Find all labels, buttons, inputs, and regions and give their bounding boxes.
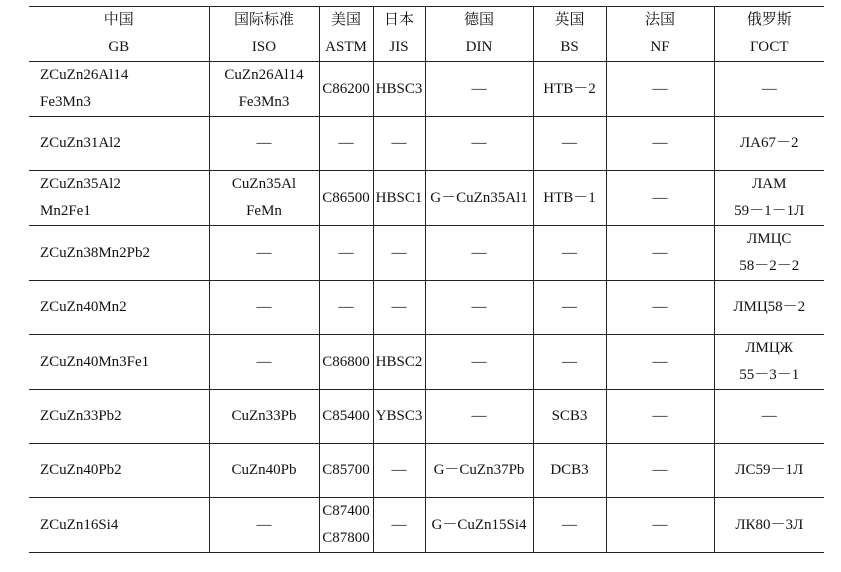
- table-cell: [29, 281, 209, 335]
- cell-text: ЛМЦС: [747, 231, 792, 247]
- table-cell: [606, 226, 714, 281]
- cell-text: 55－3－1: [739, 367, 800, 383]
- column-header-en: ASTM: [319, 34, 373, 62]
- cell-text: —: [256, 299, 272, 315]
- column-header-zh: 日本: [373, 7, 425, 35]
- cell-text: —: [652, 244, 668, 261]
- cell-text: —: [562, 244, 577, 261]
- table-cell: [209, 226, 319, 281]
- table-cell: [533, 62, 606, 117]
- table-cell: [533, 498, 606, 553]
- table-cell: [606, 281, 714, 335]
- cell-text: CuZn40Pb: [231, 462, 297, 478]
- column-header-zh: 英国: [533, 7, 606, 35]
- cell-text: ZCuZn31Al2: [40, 135, 121, 151]
- table-cell: [373, 281, 425, 335]
- table-cell: [714, 117, 824, 171]
- table-cell: [425, 390, 533, 444]
- table-cell: [209, 281, 319, 335]
- header-row-chinese: [29, 7, 824, 35]
- column-header-zh: 国际标准: [209, 7, 319, 35]
- column-header-en: BS: [533, 34, 606, 62]
- table-cell: [319, 390, 373, 444]
- cell-text: C87800: [322, 530, 370, 546]
- table-cell: [425, 444, 533, 498]
- table-cell: [606, 444, 714, 498]
- cell-text: ЛМЦЖ: [745, 340, 794, 356]
- table-cell: [425, 171, 533, 226]
- cell-text: —: [562, 516, 577, 533]
- cell-text: 59－1－1Л: [734, 203, 805, 219]
- table-cell: [714, 171, 824, 226]
- table-cell: [425, 226, 533, 281]
- cell-text: —: [652, 353, 668, 370]
- cell-text: FeMn: [246, 203, 282, 219]
- column-header-en: DIN: [425, 34, 533, 62]
- cell-text: —: [391, 516, 407, 533]
- cell-text: ЛА67－2: [739, 135, 799, 151]
- table-cell: [373, 335, 425, 390]
- cell-text: YBSC3: [375, 408, 423, 424]
- table-row: [29, 335, 824, 390]
- table-cell: [319, 444, 373, 498]
- cell-text: G－CuZn15Si4: [431, 516, 527, 533]
- table-cell: [209, 498, 319, 553]
- table-cell: [714, 62, 824, 117]
- cell-text: —: [761, 80, 777, 97]
- column-header-en: GB: [29, 34, 209, 62]
- table-cell: [425, 281, 533, 335]
- table-cell: [209, 390, 319, 444]
- cell-text: HTB－1: [543, 189, 596, 206]
- cell-text: 58－2－2: [739, 258, 800, 274]
- table-cell: [319, 498, 373, 553]
- table-cell: [209, 335, 319, 390]
- cell-text: —: [652, 462, 668, 478]
- cell-text: SCB3: [551, 408, 588, 424]
- cell-text: G－CuZn35Al1: [430, 189, 528, 206]
- cell-text: CuZn35Al: [231, 176, 297, 192]
- table-cell: [29, 226, 209, 281]
- cell-text: HBSC3: [375, 80, 423, 97]
- cell-text: ZCuZn26Al14: [40, 67, 129, 83]
- column-header-zh: 法国: [606, 7, 714, 35]
- table-cell: [425, 62, 533, 117]
- cell-text: —: [391, 299, 407, 315]
- table-cell: [29, 117, 209, 171]
- cell-text: ZCuZn38Mn2Pb2: [40, 244, 151, 261]
- cell-text: C86500: [322, 189, 370, 206]
- table-cell: [606, 498, 714, 553]
- table-row: [29, 390, 824, 444]
- table-cell: [29, 444, 209, 498]
- cell-text: ZCuZn35Al2: [40, 176, 121, 192]
- cell-text: ZCuZn40Mn3Fe1: [40, 353, 150, 370]
- cell-text: —: [652, 80, 668, 97]
- table-cell: [209, 444, 319, 498]
- cell-text: C87400: [322, 503, 370, 519]
- cell-text: —: [256, 353, 272, 370]
- cell-text: C86800: [322, 353, 370, 370]
- cell-text: Fe3Mn3: [238, 94, 290, 110]
- cell-text: —: [338, 135, 354, 151]
- table-cell: [606, 117, 714, 171]
- column-header-en: ГОСТ: [714, 34, 824, 62]
- table-cell: [319, 281, 373, 335]
- table-cell: [533, 171, 606, 226]
- column-header-en: NF: [606, 34, 714, 62]
- cell-text: HBSC2: [375, 353, 423, 370]
- cell-text: —: [652, 516, 668, 533]
- table-cell: [373, 390, 425, 444]
- cell-text: CuZn26Al14: [224, 67, 304, 83]
- table-cell: [29, 335, 209, 390]
- cell-text: G－CuZn37Pb: [433, 462, 525, 478]
- cell-text: ZCuZn40Pb2: [40, 462, 122, 478]
- cell-text: C85700: [322, 462, 370, 478]
- cell-text: —: [471, 135, 487, 151]
- table-cell: [29, 498, 209, 553]
- table-cell: [209, 117, 319, 171]
- cell-text: ZCuZn16Si4: [40, 516, 119, 533]
- cell-text: DCB3: [550, 462, 589, 478]
- cell-text: —: [256, 244, 272, 261]
- table-row: [29, 117, 824, 171]
- cell-text: —: [391, 135, 407, 151]
- table-cell: [29, 390, 209, 444]
- cell-text: —: [652, 408, 668, 424]
- cell-text: —: [338, 299, 354, 315]
- table-cell: [714, 498, 824, 553]
- table-cell: [714, 444, 824, 498]
- cell-text: —: [652, 189, 668, 206]
- table-cell: [714, 335, 824, 390]
- cell-text: —: [652, 299, 668, 315]
- cell-text: Fe3Mn3: [40, 94, 91, 110]
- cell-text: —: [338, 244, 354, 261]
- table-cell: [425, 117, 533, 171]
- table-row: [29, 62, 824, 117]
- column-header-zh: 美国: [319, 7, 373, 35]
- table-cell: [373, 62, 425, 117]
- cell-text: ZCuZn40Mn2: [40, 299, 127, 315]
- table-cell: [533, 335, 606, 390]
- table-cell: [714, 390, 824, 444]
- table-cell: [373, 498, 425, 553]
- table-cell: [373, 171, 425, 226]
- table-cell: [209, 171, 319, 226]
- table-cell: [606, 62, 714, 117]
- cell-text: —: [471, 80, 487, 97]
- table-row: [29, 498, 824, 553]
- cell-text: C86200: [322, 80, 370, 97]
- cell-text: ЛК80－3Л: [735, 516, 804, 533]
- table-cell: [319, 117, 373, 171]
- table-row: [29, 281, 824, 335]
- cell-text: HTB－2: [543, 80, 596, 97]
- cell-text: —: [761, 408, 777, 424]
- cell-text: —: [256, 516, 272, 533]
- cell-text: —: [256, 135, 272, 151]
- column-header-en: ISO: [209, 34, 319, 62]
- table-cell: [29, 171, 209, 226]
- cell-text: —: [562, 299, 577, 315]
- cell-text: ЛАМ: [752, 176, 787, 192]
- column-header-zh: 中国: [29, 7, 209, 35]
- table-row: [29, 226, 824, 281]
- cell-text: —: [471, 353, 487, 370]
- cell-text: Mn2Fe1: [40, 203, 91, 219]
- standards-comparison-table: [29, 6, 824, 553]
- cell-text: —: [652, 135, 668, 151]
- table-cell: [533, 117, 606, 171]
- table-cell: [606, 171, 714, 226]
- table-cell: [209, 62, 319, 117]
- table-cell: [373, 117, 425, 171]
- table-cell: [425, 335, 533, 390]
- table-row: [29, 444, 824, 498]
- cell-text: —: [391, 244, 407, 261]
- cell-text: —: [391, 462, 407, 478]
- table-cell: [319, 335, 373, 390]
- cell-text: —: [471, 299, 487, 315]
- cell-text: CuZn33Pb: [231, 408, 297, 424]
- column-header-zh: 德国: [425, 7, 533, 35]
- table-cell: [533, 444, 606, 498]
- table-cell: [606, 335, 714, 390]
- cell-text: C85400: [322, 408, 370, 424]
- table-row: [29, 171, 824, 226]
- cell-text: ЛМЦ58－2: [733, 299, 806, 315]
- table-cell: [533, 390, 606, 444]
- cell-text: —: [471, 408, 487, 424]
- table-cell: [714, 226, 824, 281]
- table-cell: [29, 62, 209, 117]
- table-body: [29, 62, 824, 553]
- header-row-english: [29, 34, 824, 62]
- table-cell: [373, 226, 425, 281]
- table-cell: [714, 281, 824, 335]
- table-cell: [606, 390, 714, 444]
- cell-text: —: [562, 353, 577, 370]
- table-cell: [533, 281, 606, 335]
- table-cell: [373, 444, 425, 498]
- column-header-zh: 俄罗斯: [714, 7, 824, 35]
- column-header-en: JIS: [373, 34, 425, 62]
- table-cell: [319, 171, 373, 226]
- table-cell: [533, 226, 606, 281]
- cell-text: HBSC1: [375, 189, 423, 206]
- cell-text: ZCuZn33Pb2: [40, 408, 122, 424]
- cell-text: —: [562, 135, 577, 151]
- cell-text: —: [471, 244, 487, 261]
- table-cell: [425, 498, 533, 553]
- cell-text: ЛС59－1Л: [735, 462, 804, 478]
- table-cell: [319, 62, 373, 117]
- table-cell: [319, 226, 373, 281]
